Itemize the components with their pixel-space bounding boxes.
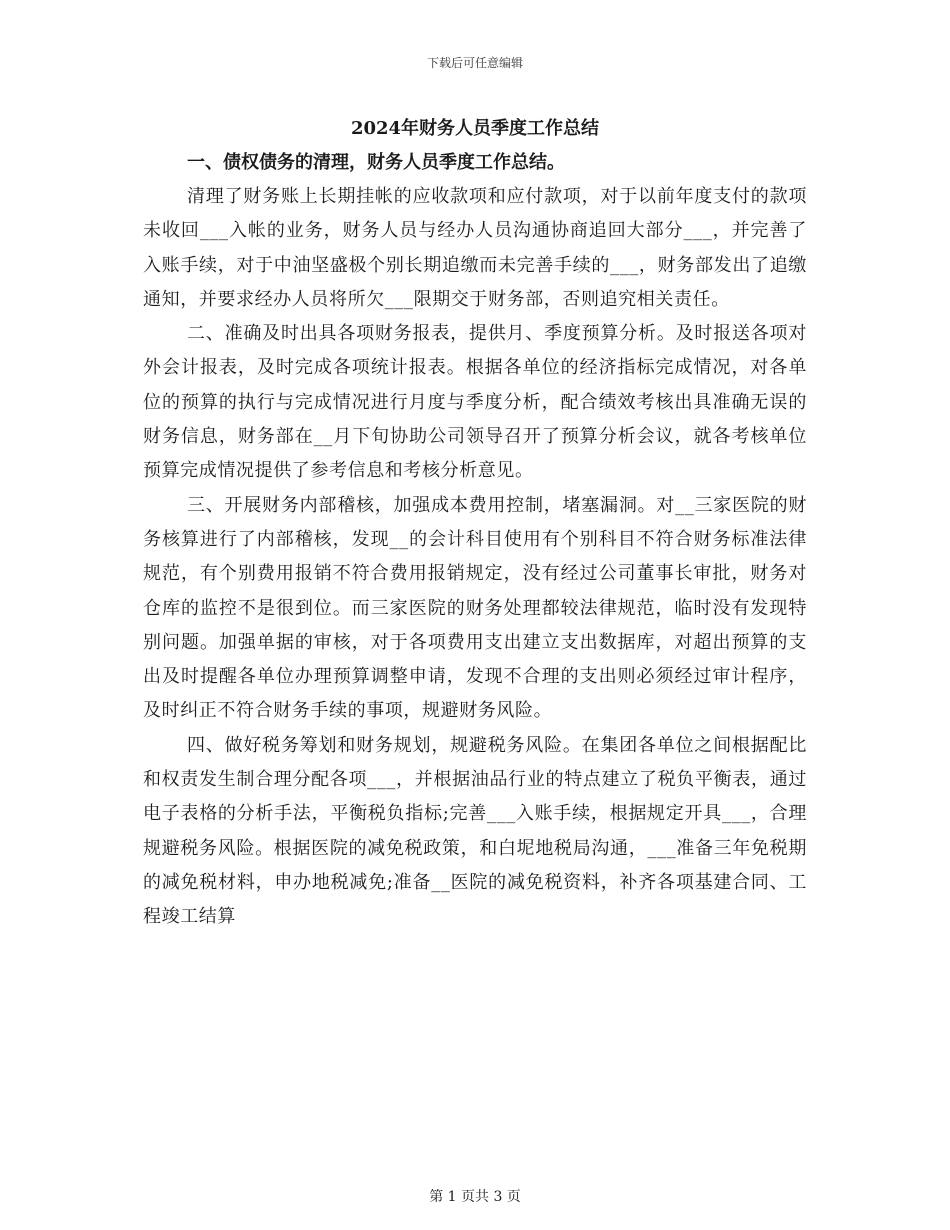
paragraph-financial-reports: 二、准确及时出具各项财务报表，提供月、季度预算分析。及时报送各项对外会计报表，及时完成各项统计报表。根据各单位的经济指标完成情况，对各单位的预算的执行与完成情况进行月度与季度分析，配合绩效考核出具准确无误的财务信息，财务部在__月下旬协助公司领导召开了预算分析会议，就各考核单位预算完成情况提供了参考信息和考核分析意见。 [143,323,807,482]
paragraph-tax-planning: 四、做好税务筹划和财务规划，规避税务风险。在集团各单位之间根据配比和权责发生制合理分配各项___，并根据油品行业的特点建立了税负平衡表，通过电子表格的分析手法，平衡税负指标;完善___入账手续，根据规定开具___，合理规避税务风险。根据医院的减免税政策，和白坭地税局沟通，___准备三年免税期的减免税材料，申办地税减免;准备__医院的减免税资料，补齐各项基建合同、工程竣工结算 [143,734,807,928]
document-title: 2024年财务人员季度工作总结 [350,118,600,139]
document-body [143,112,807,935]
paragraph-debt-clearing: 清理了财务账上长期挂帐的应收款项和应付款项，对于以前年度支付的款项未收回___入帐的业务，财务人员与经办人员沟通协商追回大部分___，并完善了入账手续，对于中油坚盛极个别长期追缴而未完善手续的___，财务部发出了追缴通知，并要求经办人员将所欠___限期交于财务部，否则追究相关责任。 [143,186,807,310]
paragraph-internal-audit: 三、开展财务内部稽核，加强成本费用控制，堵塞漏洞。对__三家医院的财务核算进行了内部稽核，发现__的会计科目使用有个别科目不符合财务标准法律规范，有个别费用报销不符合费用报销规定，没有经过公司董事长审批，财务对仓库的监控不是很到位。而三家医院的财务处理都较法律规范，临时没有发现特别问题。加强单据的审核，对于各项费用支出建立支出数据库，对超出预算的支出及时提醒各单位办理预算调整申请，发现不合理的支出则必须经过审计程序，及时纠正不符合财务手续的事项，规避财务风险。 [143,494,807,722]
page-indicator: 第 1 页共 3 页 [429,1189,521,1205]
page-header-note: 下载后可任意编辑 [426,56,523,70]
section-heading-1: 一、债权债务的清理，财务人员季度工作总结。 [187,152,565,173]
